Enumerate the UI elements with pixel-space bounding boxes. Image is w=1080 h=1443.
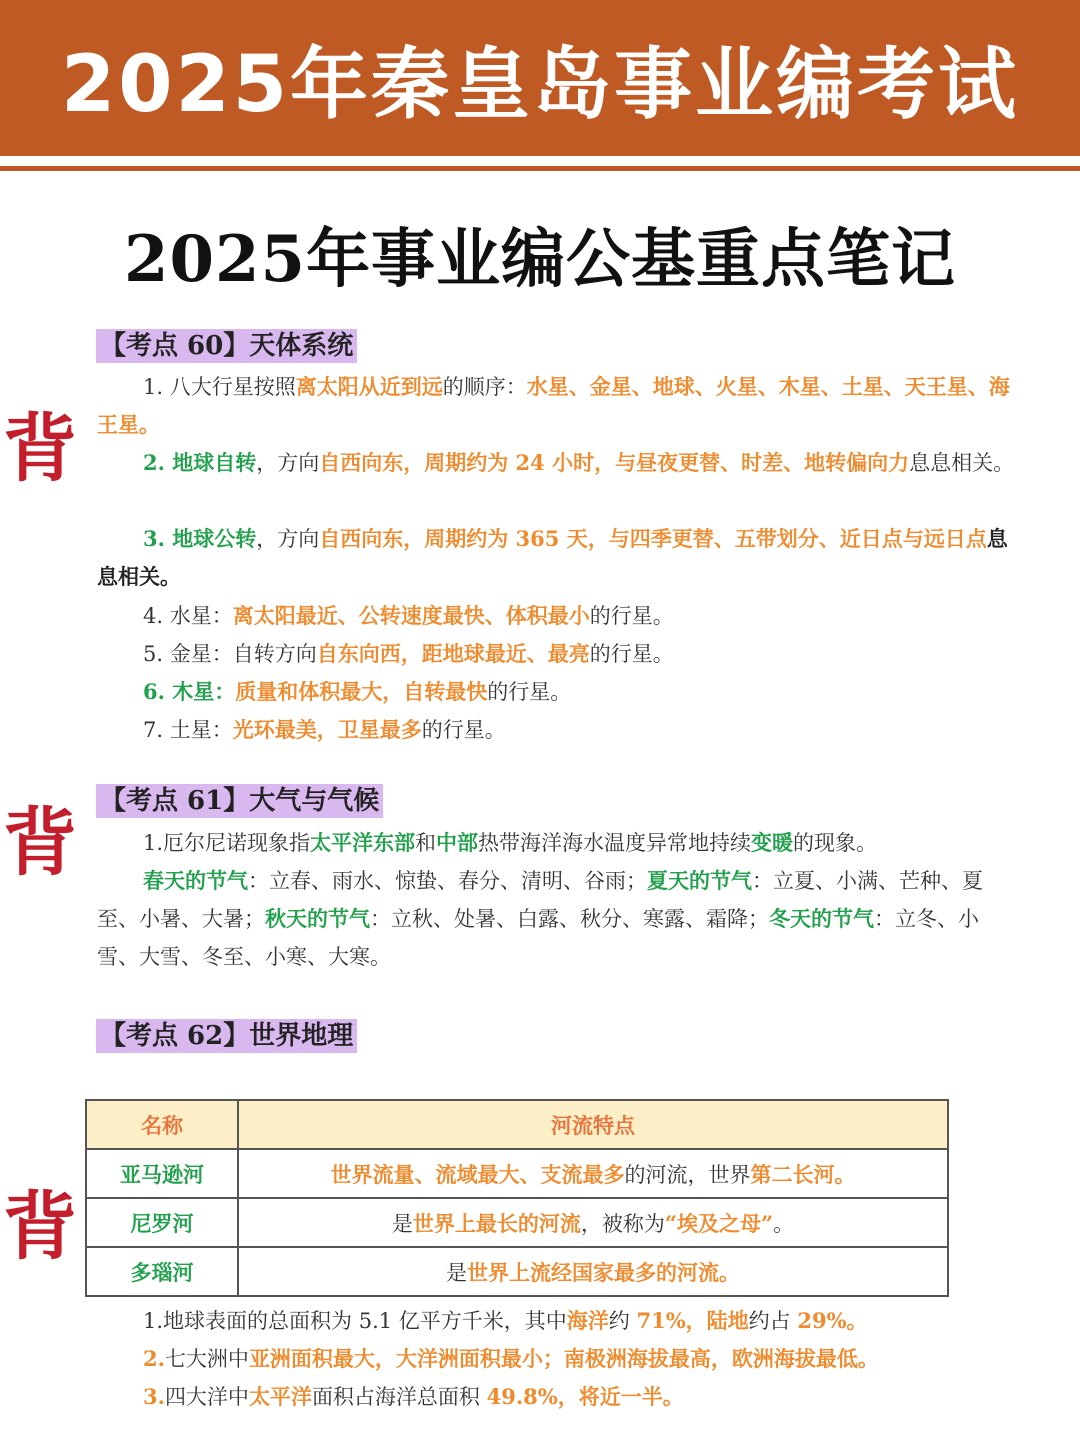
table-row — [86, 1149, 948, 1198]
river-feature: 世界流量、流域最大、支流最多的河流，世界第二长河。 — [238, 1149, 948, 1198]
table-row — [86, 1198, 948, 1247]
river-name: 亚马逊河 — [86, 1149, 238, 1198]
s60-item-5: 5. 金星：自转方向自东向西，距地球最近、最亮的行星。 — [143, 641, 674, 666]
river-name: 尼罗河 — [86, 1198, 238, 1247]
rivers-table — [85, 1099, 949, 1297]
heading-kaodian-61: 【考点 61】大气与气候 — [96, 784, 383, 818]
s62-note-3: 3.四大洋中太平洋面积占海洋总面积 49.8%，将近一半。 — [143, 1384, 684, 1409]
col-header-features: 河流特点 — [238, 1100, 948, 1149]
river-name: 多瑙河 — [86, 1247, 238, 1296]
heading-kaodian-60: 【考点 60】天体系统 — [96, 329, 357, 363]
bei-stamp-3: 背 — [3, 1184, 77, 1270]
s60-item-2: 2. 地球自转，方向自西向东，周期约为 24 小时，与昼夜更替、时差、地转偏向力息息相关。 — [143, 450, 1015, 475]
s60-item-6: 6. 木星：质量和体积最大，自转最快的行星。 — [143, 679, 572, 704]
banner-divider — [0, 166, 1080, 171]
s60-item-4: 4. 水星：离太阳最近、公转速度最快、体积最小的行星。 — [143, 603, 674, 628]
document-title: 2025年事业编公基重点笔记 — [123, 222, 957, 297]
s61-elnino: 1.厄尔尼诺现象指太平洋东部和中部热带海洋海水温度异常地持续变暖的现象。 — [143, 830, 878, 855]
heading-kaodian-62: 【考点 62】世界地理 — [96, 1019, 357, 1053]
s62-note-2: 2.七大洲中亚洲面积最大，大洋洲面积最小；南极洲海拔最高，欧洲海拔最低。 — [143, 1346, 879, 1371]
s61-solar-terms: 春天的节气：立春、雨水、惊蛰、春分、清明、谷雨；夏天的节气：立夏、小满、芒种、夏至、小暑、大暑；秋天的节气：立秋、处暑、白露、秋分、寒露、霜降；冬天的节气：立冬、小雪、大雪、冬至、小寒、大寒。 — [97, 868, 983, 969]
table-row — [86, 1247, 948, 1296]
s62-note-1: 1.地球表面的总面积为 5.1 亿平方千米，其中海洋约 71%，陆地约占 29%。 — [143, 1308, 868, 1333]
bei-stamp-2: 背 — [3, 800, 77, 886]
s60-item-1: 1. 八大行星按照离太阳从近到远的顺序：水星、金星、地球、火星、木星、土星、天王星、海王星。 — [97, 374, 1010, 437]
s60-item-3: 3. 地球公转，方向自西向东，周期约为 365 天，与四季更替、五带划分、近日点与远日点息息相关。 — [97, 526, 1008, 589]
river-feature: 是世界上最长的河流，被称为“埃及之母”。 — [238, 1198, 948, 1247]
top-banner — [0, 0, 1080, 156]
bei-stamp-1: 背 — [3, 406, 77, 492]
s60-item-7: 7. 土星：光环最美，卫星最多的行星。 — [143, 717, 506, 742]
table-header-row — [86, 1100, 948, 1149]
col-header-name: 名称 — [86, 1100, 238, 1149]
river-feature: 是世界上流经国家最多的河流。 — [238, 1247, 948, 1296]
banner-title: 2025年秦皇岛事业编考试 — [60, 40, 1020, 130]
